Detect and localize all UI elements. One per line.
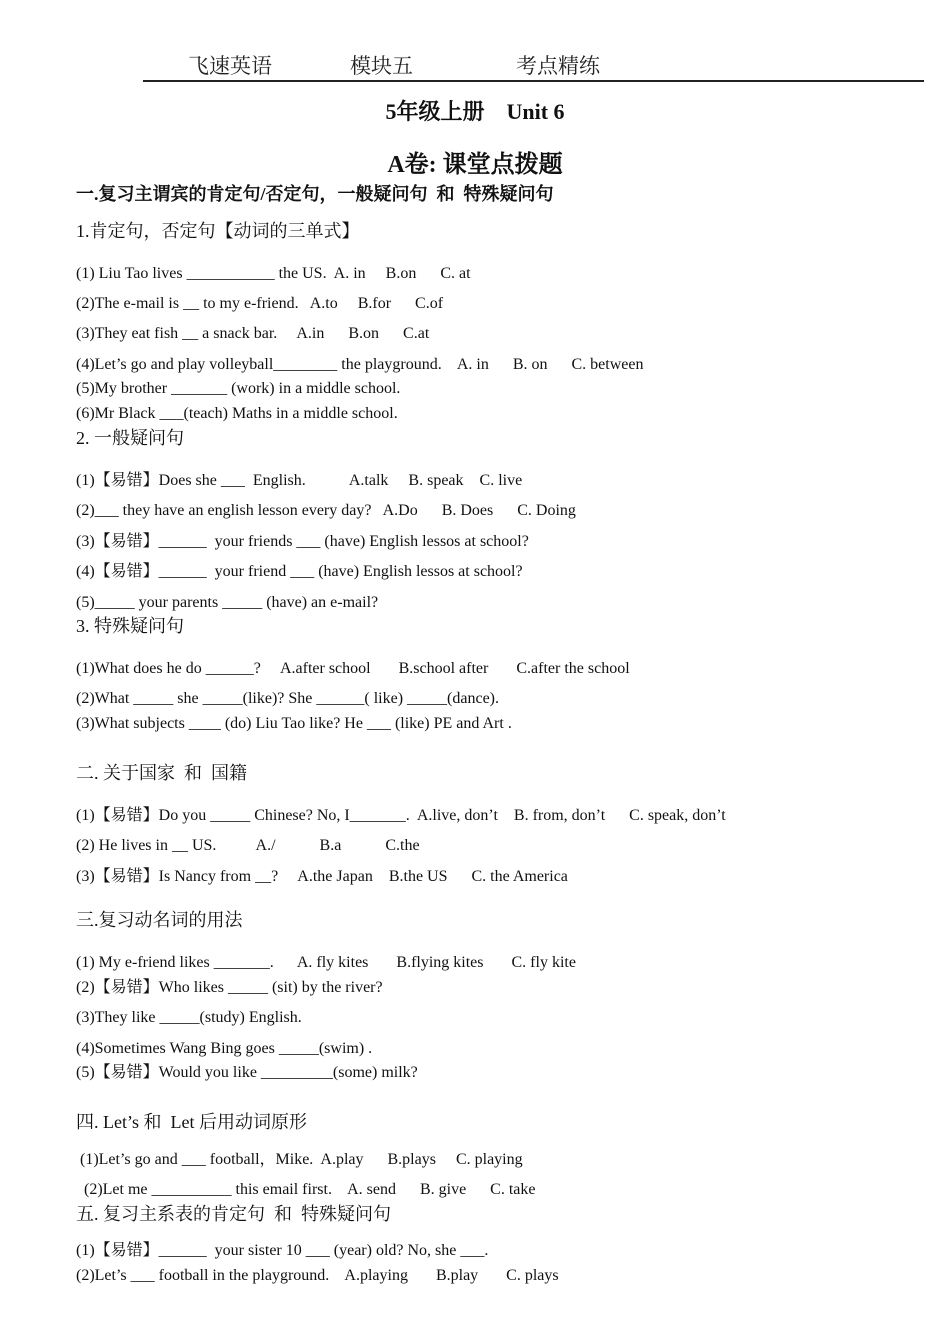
header-rule	[143, 80, 924, 82]
question-line: (2)Let’s ___ football in the playground. A.playing B.play C. plays	[76, 1267, 559, 1284]
question-line: (1)【易错】Do you _____ Chinese? No, I_______. A.live, don’t B. from, don’t C. speak, don’t	[76, 807, 726, 824]
section-heading: 五. 复习主系表的肯定句 和 特殊疑问句	[76, 1204, 391, 1224]
question-line: (2)Let me __________ this email first. A. send B. give C. take	[76, 1181, 536, 1198]
question-line: (2)The e-mail is __ to my e-friend. A.to B.for C.of	[76, 295, 444, 312]
section-heading: 一.复习主谓宾的肯定句/否定句，一般疑问句 和 特殊疑问句	[76, 184, 554, 204]
section-heading: 1.肯定句，否定句【动词的三单式】	[76, 221, 360, 241]
question-line: (3)What subjects ____ (do) Liu Tao like? He ___ (like) PE and Art .	[76, 715, 512, 732]
question-line: (4)【易错】______ your friend ___ (have) English lessos at school?	[76, 563, 523, 580]
question-line: (1) My e-friend likes _______. A. fly kites B.flying kites C. fly kite	[76, 954, 576, 971]
question-line: (2) He lives in __ US. A./ B.a C.the	[76, 837, 420, 854]
question-line: (4)Let’s go and play volleyball________ the playground. A. in B. on C. between	[76, 356, 644, 373]
header-right: 考点精练	[516, 54, 600, 78]
question-line: (1)What does he do ______? A.after school B.school after C.after the school	[76, 660, 630, 677]
question-line: (2)【易错】Who likes _____ (sit) by the river?	[76, 979, 383, 996]
question-line: (5)My brother _______ (work) in a middle school.	[76, 380, 401, 397]
section-heading: 2. 一般疑问句	[76, 428, 184, 448]
header-left: 飞速英语	[188, 54, 272, 78]
question-line: (2)What _____ she _____(like)? She ______( like) _____(dance).	[76, 690, 499, 707]
section-heading: 二. 关于国家 和 国籍	[76, 763, 247, 783]
question-line: (1)【易错】Does she ___ English. A.talk B. speak C. live	[76, 472, 523, 489]
question-line: (3)【易错】______ your friends ___ (have) English lessos at school?	[76, 533, 529, 550]
question-line: (6)Mr Black ___(teach) Maths in a middle school.	[76, 405, 398, 422]
page-subtitle: A卷: 课堂点拨题	[387, 152, 563, 178]
question-line: (3)【易错】Is Nancy from __? A.the Japan B.the US C. the America	[76, 868, 568, 885]
section-heading: 四. Let’s 和 Let 后用动词原形	[76, 1112, 307, 1132]
header-middle: 模块五	[350, 54, 413, 78]
question-line: (5)_____ your parents _____ (have) an e-mail?	[76, 594, 379, 611]
question-line: (1) Liu Tao lives ___________ the US. A. in B.on C. at	[76, 265, 471, 282]
question-line: (3)They like _____(study) English.	[76, 1009, 302, 1026]
section-heading: 3. 特殊疑问句	[76, 616, 184, 636]
question-line: (5)【易错】Would you like _________(some) milk?	[76, 1064, 418, 1081]
section-heading: 三.复习动名词的用法	[76, 910, 243, 930]
page-title: 5年级上册 Unit 6	[385, 99, 565, 124]
question-line: (1)【易错】______ your sister 10 ___ (year) old? No, she ___.	[76, 1242, 489, 1259]
question-line: (4)Sometimes Wang Bing goes _____(swim) .	[76, 1040, 373, 1057]
question-line: (1)Let’s go and ___ football，Mike. A.play B.plays C. playing	[76, 1151, 523, 1168]
question-line: (3)They eat fish __ a snack bar. A.in B.on C.at	[76, 325, 430, 342]
question-line: (2)___ they have an english lesson every day? A.Do B. Does C. Doing	[76, 502, 576, 519]
